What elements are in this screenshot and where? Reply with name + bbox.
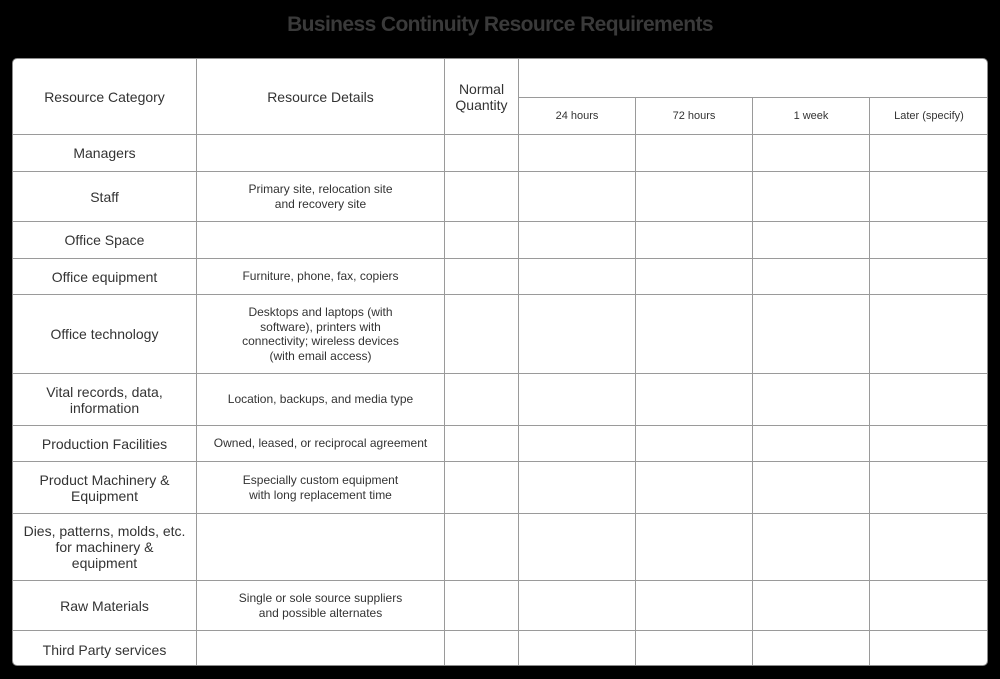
- cell-later-specify[interactable]: [870, 374, 989, 426]
- resource-category-cell: Raw Materials: [13, 581, 197, 631]
- normal-quantity-cell[interactable]: [445, 295, 519, 374]
- cell-later-specify[interactable]: [870, 631, 989, 667]
- cell-1-week[interactable]: [753, 135, 870, 172]
- cell-1-week[interactable]: [753, 259, 870, 295]
- header-resource-category: Resource Category: [13, 59, 197, 135]
- resource-details-cell[interactable]: [197, 514, 445, 581]
- cell-later-specify[interactable]: [870, 462, 989, 514]
- cell-later-specify[interactable]: [870, 135, 989, 172]
- cell-72-hours[interactable]: [636, 374, 753, 426]
- table-row: [13, 581, 989, 631]
- cell-72-hours[interactable]: [636, 514, 753, 581]
- normal-quantity-cell[interactable]: [445, 462, 519, 514]
- resource-category-cell: Product Machinery & Equipment: [13, 462, 197, 514]
- table-row: [13, 135, 989, 172]
- table-row: [13, 222, 989, 259]
- normal-quantity-cell[interactable]: [445, 426, 519, 462]
- requirements-grid: [12, 58, 988, 666]
- header-later-specify: Later (specify): [870, 98, 989, 135]
- cell-1-week[interactable]: [753, 172, 870, 222]
- header-1-week: 1 week: [753, 98, 870, 135]
- cell-24-hours[interactable]: [519, 135, 636, 172]
- cell-1-week[interactable]: [753, 631, 870, 667]
- normal-quantity-cell[interactable]: [445, 172, 519, 222]
- resource-details-cell[interactable]: Furniture, phone, fax, copiers: [197, 259, 445, 295]
- cell-72-hours[interactable]: [636, 581, 753, 631]
- header-24-hours: 24 hours: [519, 98, 636, 135]
- cell-later-specify[interactable]: [870, 295, 989, 374]
- table-row: [13, 631, 989, 667]
- resource-category-cell: Office technology: [13, 295, 197, 374]
- resource-category-cell: Office Space: [13, 222, 197, 259]
- cell-24-hours[interactable]: [519, 514, 636, 581]
- resource-details-cell[interactable]: Single or sole source suppliers and possible alternates: [197, 581, 445, 631]
- resource-category-cell: Staff: [13, 172, 197, 222]
- cell-1-week[interactable]: [753, 514, 870, 581]
- cell-24-hours[interactable]: [519, 295, 636, 374]
- cell-24-hours[interactable]: [519, 374, 636, 426]
- cell-24-hours[interactable]: [519, 259, 636, 295]
- cell-24-hours[interactable]: [519, 222, 636, 259]
- cell-1-week[interactable]: [753, 295, 870, 374]
- cell-72-hours[interactable]: [636, 295, 753, 374]
- cell-later-specify[interactable]: [870, 222, 989, 259]
- resource-details-cell[interactable]: [197, 631, 445, 667]
- table-row: [13, 514, 989, 581]
- cell-24-hours[interactable]: [519, 631, 636, 667]
- normal-quantity-cell[interactable]: [445, 259, 519, 295]
- resource-category-cell: Production Facilities: [13, 426, 197, 462]
- resource-details-cell[interactable]: Owned, leased, or reciprocal agreement: [197, 426, 445, 462]
- cell-later-specify[interactable]: [870, 259, 989, 295]
- cell-24-hours[interactable]: [519, 462, 636, 514]
- cell-later-specify[interactable]: [870, 581, 989, 631]
- cell-1-week[interactable]: [753, 222, 870, 259]
- table-row: [13, 259, 989, 295]
- resource-category-cell: Dies, patterns, molds, etc. for machinery & equipment: [13, 514, 197, 581]
- page-title: Business Continuity Resource Requirements: [287, 13, 713, 36]
- cell-72-hours[interactable]: [636, 135, 753, 172]
- cell-72-hours[interactable]: [636, 222, 753, 259]
- resource-details-cell[interactable]: Primary site, relocation site and recovery site: [197, 172, 445, 222]
- normal-quantity-cell[interactable]: [445, 581, 519, 631]
- resource-category-cell: Third Party services: [13, 631, 197, 667]
- cell-72-hours[interactable]: [636, 172, 753, 222]
- cell-72-hours[interactable]: [636, 462, 753, 514]
- normal-quantity-cell[interactable]: [445, 222, 519, 259]
- header-72-hours: 72 hours: [636, 98, 753, 135]
- normal-quantity-cell[interactable]: [445, 631, 519, 667]
- table-row: [13, 426, 989, 462]
- cell-1-week[interactable]: [753, 426, 870, 462]
- cell-72-hours[interactable]: [636, 426, 753, 462]
- resource-requirements-table: [12, 58, 988, 666]
- resource-details-cell[interactable]: Especially custom equipment with long replacement time: [197, 462, 445, 514]
- cell-later-specify[interactable]: [870, 426, 989, 462]
- resource-category-cell: Office equipment: [13, 259, 197, 295]
- resource-details-cell[interactable]: Location, backups, and media type: [197, 374, 445, 426]
- resource-details-cell[interactable]: [197, 222, 445, 259]
- cell-1-week[interactable]: [753, 581, 870, 631]
- cell-later-specify[interactable]: [870, 514, 989, 581]
- cell-24-hours[interactable]: [519, 426, 636, 462]
- table-row: [13, 172, 989, 222]
- cell-1-week[interactable]: [753, 462, 870, 514]
- cell-24-hours[interactable]: [519, 172, 636, 222]
- table-row: [13, 462, 989, 514]
- cell-24-hours[interactable]: [519, 581, 636, 631]
- table-row: [13, 295, 989, 374]
- cell-72-hours[interactable]: [636, 259, 753, 295]
- normal-quantity-cell[interactable]: [445, 374, 519, 426]
- resource-category-cell: Vital records, data, information: [13, 374, 197, 426]
- normal-quantity-cell[interactable]: [445, 514, 519, 581]
- table-row: [13, 374, 989, 426]
- cell-later-specify[interactable]: [870, 172, 989, 222]
- resource-details-cell[interactable]: [197, 135, 445, 172]
- resource-category-cell: Managers: [13, 135, 197, 172]
- normal-quantity-cell[interactable]: [445, 135, 519, 172]
- resource-details-cell[interactable]: Desktops and laptops (with software), printers with connectivity; wireless devices (with email access): [197, 295, 445, 374]
- header-timeframe-group: [519, 59, 989, 98]
- header-normal-quantity: Normal Quantity: [445, 59, 519, 135]
- header-resource-details: Resource Details: [197, 59, 445, 135]
- cell-72-hours[interactable]: [636, 631, 753, 667]
- cell-1-week[interactable]: [753, 374, 870, 426]
